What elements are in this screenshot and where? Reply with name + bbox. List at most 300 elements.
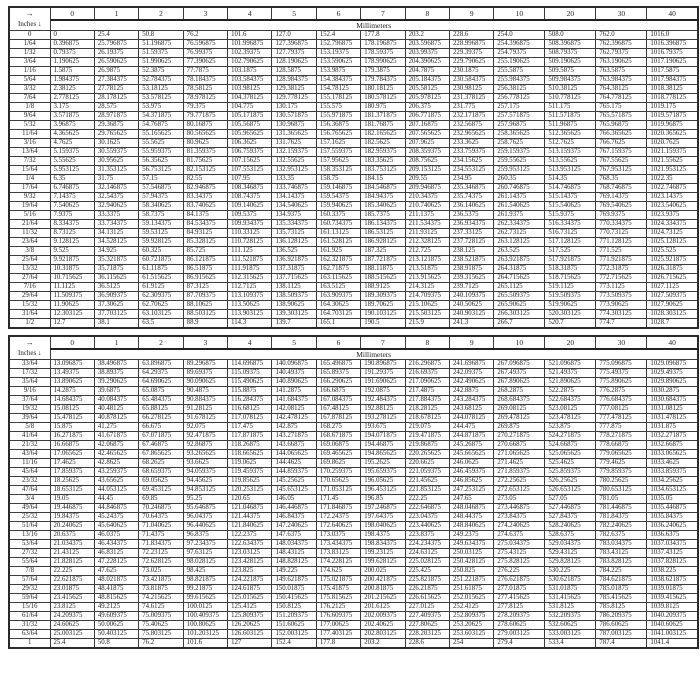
column-header-row: [9, 7, 698, 20]
value-cell: 56.753125: [139, 166, 183, 175]
value-cell: 1037.828125: [647, 558, 698, 567]
value-cell: 1029.890625: [647, 378, 698, 387]
value-cell: 140.096875: [272, 360, 316, 369]
value-cell: 253.20625: [450, 621, 494, 630]
row-label: 5/64: [9, 76, 50, 85]
value-cell: 55.959375: [139, 148, 183, 157]
right-arrow-icon: →: [25, 9, 34, 18]
value-cell: 114.696875: [228, 360, 272, 369]
value-cell: 142.875: [272, 423, 316, 432]
value-cell: 261.14375: [494, 193, 545, 202]
value-cell: 100.0125: [183, 603, 227, 612]
value-cell: 123.428125: [228, 558, 272, 567]
value-cell: 104.775: [228, 103, 272, 112]
value-cell: 178.59375: [361, 49, 405, 58]
value-cell: 246.0625: [450, 459, 494, 468]
value-cell: 1025.128125: [647, 238, 698, 247]
value-cell: 767.55625: [596, 157, 647, 166]
value-cell: 62.70625: [139, 301, 183, 310]
value-cell: 1031.08125: [647, 405, 698, 414]
value-cell: 142.478125: [272, 414, 316, 423]
value-cell: 104.378125: [228, 94, 272, 103]
value-cell: 111.125: [228, 247, 272, 256]
value-cell: 60.325: [139, 247, 183, 256]
column-header: 1: [94, 7, 138, 20]
value-cell: 264.31875: [494, 265, 545, 274]
table-row: [9, 531, 698, 540]
corner-header: [9, 336, 50, 360]
value-cell: 111.91875: [228, 265, 272, 274]
value-cell: 512.365625: [545, 130, 596, 139]
value-cell: 148.034375: [272, 540, 316, 549]
table-row: [9, 193, 698, 202]
value-cell: 84.93125: [183, 229, 227, 238]
value-cell: 219.075: [405, 423, 449, 432]
value-cell: 211.1375: [405, 211, 449, 220]
value-cell: 1032.271875: [647, 432, 698, 441]
value-cell: 246.459375: [450, 468, 494, 477]
value-cell: 241.3: [450, 319, 494, 329]
table-row: [9, 468, 698, 477]
value-cell: 93.6625: [183, 459, 227, 468]
value-cell: 102.39375: [228, 49, 272, 58]
value-cell: 184.94375: [361, 193, 405, 202]
value-cell: 55.165625: [139, 130, 183, 139]
value-cell: 787.003125: [596, 630, 647, 639]
value-cell: 69.05625: [139, 477, 183, 486]
value-cell: 1020.7625: [647, 139, 698, 148]
table-row: [9, 184, 698, 193]
value-cell: 173.434375: [316, 540, 360, 549]
value-cell: 14.2875: [50, 387, 94, 396]
value-cell: 100.409375: [183, 612, 227, 621]
value-cell: 215.10625: [405, 301, 449, 310]
value-cell: 240.50625: [450, 301, 494, 310]
table-row: [9, 522, 698, 531]
value-cell: 771.525: [596, 247, 647, 256]
value-cell: 43.65625: [94, 477, 138, 486]
value-cell: 26.590625: [94, 58, 138, 67]
value-cell: 85.725: [183, 247, 227, 256]
value-cell: 61.11875: [139, 265, 183, 274]
value-cell: 63.5: [139, 319, 183, 329]
value-cell: 239.7125: [450, 283, 494, 292]
value-cell: 258.365625: [494, 130, 545, 139]
value-cell: 103.584375: [228, 76, 272, 85]
row-label: 5/32: [9, 121, 50, 130]
table-row: [9, 486, 698, 495]
value-cell: 90.090625: [183, 378, 227, 387]
value-cell: 7.540625: [50, 202, 94, 211]
row-label: 63/64: [9, 630, 50, 639]
value-cell: 248.44375: [450, 513, 494, 522]
value-cell: 86.51875: [183, 265, 227, 274]
value-cell: 41.671875: [94, 432, 138, 441]
value-cell: 762.396875: [596, 40, 647, 49]
value-cell: 518.31875: [545, 265, 596, 274]
column-header: 8: [405, 7, 449, 20]
value-cell: 254.396875: [494, 40, 545, 49]
value-cell: 110.33125: [228, 229, 272, 238]
column-header: 2: [139, 336, 183, 349]
value-cell: 94.853125: [183, 486, 227, 495]
row-label: 9/16: [9, 387, 50, 396]
table-row: [9, 112, 698, 121]
table-row: [9, 130, 698, 139]
value-cell: 254.79375: [494, 49, 545, 58]
value-cell: 4.365625: [50, 130, 94, 139]
value-cell: 70.64375: [139, 513, 183, 522]
value-cell: 119.459375: [228, 468, 272, 477]
table-row: [9, 414, 698, 423]
value-cell: 128.190625: [272, 58, 316, 67]
value-cell: 145.25625: [272, 477, 316, 486]
value-cell: 778.66875: [596, 441, 647, 450]
table-row: [9, 76, 698, 85]
value-cell: 252.015625: [450, 594, 494, 603]
value-cell: 223.8375: [405, 531, 449, 540]
value-cell: 514.35: [545, 175, 596, 184]
table-row: [9, 432, 698, 441]
row-label: 61/64: [9, 612, 50, 621]
value-cell: 215.503125: [405, 310, 449, 319]
value-cell: 49.609375: [94, 612, 138, 621]
column-header: 20: [545, 336, 596, 349]
value-cell: 91.678125: [183, 414, 227, 423]
value-cell: 76.2: [139, 639, 183, 649]
table-row: [9, 94, 698, 103]
value-cell: 101.6: [183, 639, 227, 649]
value-cell: 159.940625: [316, 202, 360, 211]
value-cell: 80.565625: [183, 130, 227, 139]
value-cell: 158.75: [316, 175, 360, 184]
table-row: [9, 40, 698, 49]
value-cell: 121.840625: [228, 522, 272, 531]
value-cell: 153.9875: [316, 67, 360, 76]
value-cell: 236.5375: [450, 211, 494, 220]
value-cell: 110.728125: [228, 238, 272, 247]
value-cell: 50.403125: [94, 630, 138, 639]
value-cell: 274.6375: [494, 531, 545, 540]
value-cell: 250.825: [450, 567, 494, 576]
value-cell: 224.63125: [405, 549, 449, 558]
table-row: [9, 229, 698, 238]
value-cell: 259.55625: [494, 157, 545, 166]
value-cell: 72.628125: [139, 558, 183, 567]
value-cell: 231.378125: [450, 94, 494, 103]
millimeters-header: Millimeters: [50, 349, 698, 360]
value-cell: 123.03125: [228, 549, 272, 558]
value-cell: 37.703125: [94, 310, 138, 319]
value-cell: 147.6375: [272, 531, 316, 540]
value-cell: 103.1875: [228, 67, 272, 76]
value-cell: 1041.003125: [647, 630, 698, 639]
row-label: 17/32: [9, 369, 50, 378]
value-cell: 766.7625: [596, 139, 647, 148]
value-cell: 1034.25625: [647, 477, 698, 486]
value-cell: 198.834375: [361, 540, 405, 549]
value-cell: 105.965625: [228, 130, 272, 139]
value-cell: 158.353125: [316, 166, 360, 175]
row-label: 19/32: [9, 405, 50, 414]
value-cell: 511.96875: [545, 121, 596, 130]
value-cell: 782.6375: [596, 531, 647, 540]
value-cell: 782.240625: [596, 522, 647, 531]
value-cell: 251.221875: [450, 576, 494, 585]
value-cell: 16.271875: [50, 432, 94, 441]
value-cell: 223.04375: [405, 513, 449, 522]
value-cell: 21.828125: [50, 558, 94, 567]
value-cell: 190.896875: [361, 360, 405, 369]
value-cell: 15.478125: [50, 414, 94, 423]
value-cell: 113.109375: [228, 292, 272, 301]
value-cell: 124.61875: [228, 585, 272, 594]
value-cell: 269.478125: [494, 414, 545, 423]
value-cell: 25.4: [94, 31, 138, 40]
value-cell: 1035.446875: [647, 504, 698, 513]
value-cell: 266.303125: [494, 310, 545, 319]
value-cell: 182.165625: [361, 130, 405, 139]
value-cell: 56.35625: [139, 157, 183, 166]
value-cell: 183.35625: [361, 157, 405, 166]
value-cell: 59.53125: [139, 229, 183, 238]
value-cell: 124.221875: [228, 576, 272, 585]
value-cell: 35.71875: [94, 265, 138, 274]
value-cell: 234.95: [450, 175, 494, 184]
value-cell: 221.853125: [405, 486, 449, 495]
value-cell: 42.465625: [94, 450, 138, 459]
value-cell: 73.421875: [139, 576, 183, 585]
value-cell: 57.15: [139, 175, 183, 184]
row-label: 57/64: [9, 576, 50, 585]
table-row: [9, 567, 698, 576]
value-cell: 243.284375: [450, 396, 494, 405]
value-cell: 96.04375: [183, 513, 227, 522]
value-cell: 526.25625: [545, 477, 596, 486]
value-cell: 5.55625: [50, 157, 94, 166]
value-cell: 515.14375: [545, 193, 596, 202]
value-cell: 21.43125: [50, 549, 94, 558]
row-label: 3/8: [9, 247, 50, 256]
table-row: [9, 477, 698, 486]
value-cell: 83.740625: [183, 202, 227, 211]
value-cell: 3.175: [50, 103, 94, 112]
value-cell: 1025.525: [647, 247, 698, 256]
value-cell: 514.746875: [545, 184, 596, 193]
value-cell: 3.96875: [50, 121, 94, 130]
value-cell: 125.809375: [228, 612, 272, 621]
value-cell: 518.715625: [545, 274, 596, 283]
value-cell: 9.525: [50, 247, 94, 256]
value-cell: 517.525: [545, 247, 596, 256]
value-cell: 205.184375: [405, 76, 449, 85]
value-cell: 48.815625: [94, 594, 138, 603]
value-cell: 1040.60625: [647, 621, 698, 630]
value-cell: 148.43125: [272, 549, 316, 558]
value-cell: 91.28125: [183, 405, 227, 414]
table-row: [9, 594, 698, 603]
value-cell: 202.803125: [361, 630, 405, 639]
value-cell: 238.521875: [450, 256, 494, 265]
value-cell: 780.25625: [596, 477, 647, 486]
value-cell: 779.4625: [596, 459, 647, 468]
value-cell: 180.18125: [361, 85, 405, 94]
value-cell: 55.5625: [139, 139, 183, 148]
value-cell: 127.79375: [272, 49, 316, 58]
value-cell: 117.475: [228, 423, 272, 432]
value-cell: 134.540625: [272, 202, 316, 211]
value-cell: 168.671875: [316, 432, 360, 441]
value-cell: 127: [228, 639, 272, 649]
value-cell: 165.89375: [316, 369, 360, 378]
value-cell: 150.01875: [272, 585, 316, 594]
value-cell: 16.66875: [50, 441, 94, 450]
value-cell: 198.040625: [361, 522, 405, 531]
value-cell: 184.15: [361, 175, 405, 184]
value-cell: 88.503125: [183, 310, 227, 319]
value-cell: 133.746875: [272, 184, 316, 193]
value-cell: 245.665625: [450, 450, 494, 459]
column-header: 8: [405, 336, 449, 349]
value-cell: 254.0: [494, 31, 545, 40]
value-cell: 116.284375: [228, 396, 272, 405]
column-header: 1: [94, 336, 138, 349]
value-cell: 81.359375: [183, 148, 227, 157]
value-cell: 28.178125: [94, 94, 138, 103]
value-cell: 226.21875: [405, 585, 449, 594]
value-cell: 240.109375: [450, 292, 494, 301]
value-cell: 513.55625: [545, 157, 596, 166]
value-cell: 179.3875: [361, 67, 405, 76]
value-cell: 75.40625: [139, 621, 183, 630]
value-cell: 265.509375: [494, 292, 545, 301]
value-cell: 173.83125: [316, 549, 360, 558]
value-cell: 45.24375: [94, 513, 138, 522]
value-cell: 200.421875: [361, 576, 405, 585]
value-cell: 1018.38125: [647, 85, 698, 94]
value-cell: 94.059375: [183, 468, 227, 477]
value-cell: 98.028125: [183, 558, 227, 567]
value-cell: 87.709375: [183, 292, 227, 301]
table-row: [9, 139, 698, 148]
value-cell: 275.43125: [494, 549, 545, 558]
value-cell: 69.85: [139, 495, 183, 504]
value-cell: 237.33125: [450, 229, 494, 238]
value-cell: 60.721875: [139, 256, 183, 265]
value-cell: 1023.540625: [647, 202, 698, 211]
value-cell: 26.9875: [94, 67, 138, 76]
table-row: [9, 612, 698, 621]
value-cell: 130.96875: [272, 121, 316, 130]
value-cell: 88.10625: [183, 301, 227, 310]
value-cell: 1029.096875: [647, 360, 698, 369]
value-cell: 0: [50, 31, 94, 40]
value-cell: 50.00625: [94, 621, 138, 630]
value-cell: 224.234375: [405, 540, 449, 549]
value-cell: 259.953125: [494, 166, 545, 175]
value-cell: 171.053125: [316, 486, 360, 495]
row-label: 21/64: [9, 220, 50, 229]
value-cell: 178.196875: [361, 40, 405, 49]
value-cell: 763.5875: [596, 67, 647, 76]
value-cell: 63.896875: [139, 360, 183, 369]
value-cell: 206.771875: [405, 112, 449, 121]
value-cell: 765.571875: [596, 112, 647, 121]
row-label: 3/16: [9, 139, 50, 148]
value-cell: 156.765625: [316, 130, 360, 139]
value-cell: 40.48125: [94, 405, 138, 414]
value-cell: 208.75625: [405, 157, 449, 166]
value-cell: 200.025: [361, 567, 405, 576]
value-cell: 161.925: [316, 247, 360, 256]
value-cell: 257.96875: [494, 121, 545, 130]
row-label: 33/64: [9, 360, 50, 369]
value-cell: 154.78125: [316, 85, 360, 94]
value-cell: 177.403125: [316, 630, 360, 639]
value-cell: 119.0625: [228, 459, 272, 468]
value-cell: 529.034375: [545, 540, 596, 549]
value-cell: 163.5125: [316, 283, 360, 292]
value-cell: 272.653125: [494, 486, 545, 495]
table-row: [9, 175, 698, 184]
row-label: 7/16: [9, 283, 50, 292]
value-cell: 57.94375: [139, 193, 183, 202]
value-cell: 108.74375: [228, 193, 272, 202]
value-cell: 129.778125: [272, 94, 316, 103]
value-cell: 109.5375: [228, 211, 272, 220]
value-cell: 169.06875: [316, 441, 360, 450]
row-label: 7/32: [9, 157, 50, 166]
row-label: 15/32: [9, 301, 50, 310]
value-cell: 517.128125: [545, 238, 596, 247]
value-cell: 39.6875: [94, 387, 138, 396]
value-cell: 168.275: [316, 423, 360, 432]
value-cell: 53.18125: [139, 85, 183, 94]
value-cell: 157.1625: [316, 139, 360, 148]
value-cell: 216.296875: [405, 360, 449, 369]
value-cell: 150.415625: [272, 594, 316, 603]
value-cell: 279.003125: [494, 630, 545, 639]
value-cell: 175.41875: [316, 585, 360, 594]
value-cell: 248.840625: [450, 522, 494, 531]
value-cell: 59.928125: [139, 238, 183, 247]
value-cell: 136.921875: [272, 256, 316, 265]
table-row: [9, 585, 698, 594]
value-cell: 246.85625: [450, 477, 494, 486]
value-cell: 32.54375: [94, 193, 138, 202]
value-cell: 9.921875: [50, 256, 94, 265]
table-row: [9, 576, 698, 585]
row-label: 13/32: [9, 265, 50, 274]
value-cell: 192.88125: [361, 405, 405, 414]
table-row: [9, 85, 698, 94]
value-cell: 185.7375: [361, 211, 405, 220]
table-row: [9, 265, 698, 274]
value-cell: 108.346875: [228, 184, 272, 193]
value-cell: 233.3625: [450, 139, 494, 148]
value-cell: 38.89375: [94, 369, 138, 378]
value-cell: 531.8125: [545, 603, 596, 612]
value-cell: 43.259375: [94, 468, 138, 477]
row-label: 13/64: [9, 148, 50, 157]
value-cell: 28.971875: [94, 112, 138, 121]
table-row: [9, 166, 698, 175]
value-cell: 22.621875: [50, 576, 94, 585]
value-cell: 177.8: [316, 639, 360, 649]
value-cell: 525.065625: [545, 450, 596, 459]
value-cell: 1024.73125: [647, 229, 698, 238]
value-cell: 1035.05: [647, 495, 698, 504]
